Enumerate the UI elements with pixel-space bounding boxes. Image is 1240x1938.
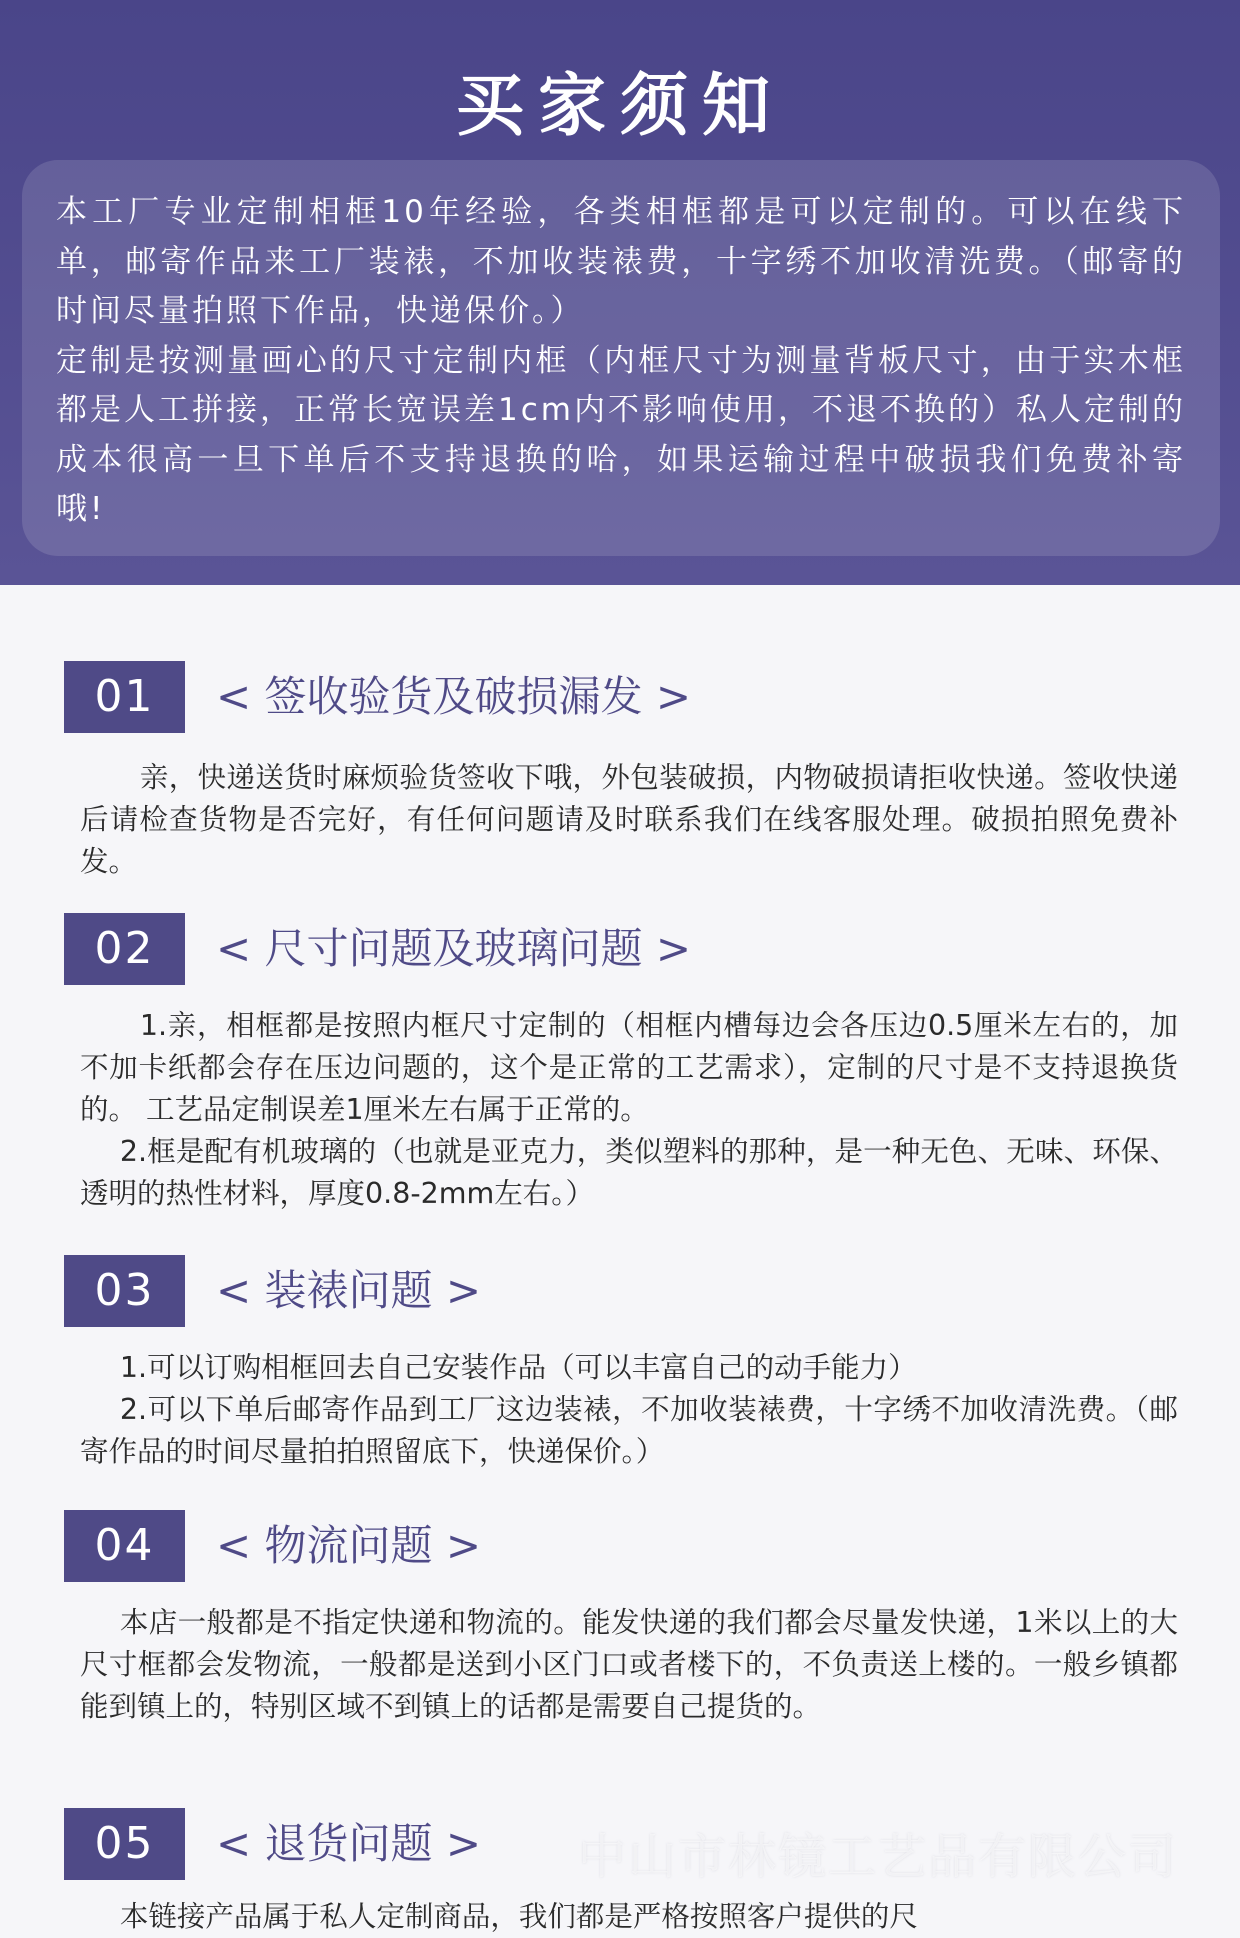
- notice-paragraph-2: 定制是按测量画心的尺寸定制内框（内框尺寸为测量背板尺寸，由于实木框都是人工拼接，正常长宽误差1cm内不影响使用，不退不换的）私人定制的成本很高一旦下单后不支持退换的哈，如果运输过程中破损我们免费补寄哦!: [56, 342, 1186, 527]
- section-paragraph: 本店一般都是不指定快递和物流的。能发快递的我们都会尽量发快递，1米以上的大尺寸框都会发物流，一般都是送到小区门口或者楼下的，不负责送上楼的。一般乡镇都能到镇上的，特别区域不到镇上的话都是需要自己提货的。: [80, 1606, 1178, 1723]
- section-title: < 退货问题 >: [216, 1819, 482, 1868]
- section-paragraph: 2.可以下单后邮寄作品到工厂这边装裱，不加收装裱费，十字绣不加收清洗费。（邮寄作品的时间尽量拍拍照留底下，快递保价。）: [80, 1393, 1178, 1468]
- section-body: [80, 1896, 1178, 1938]
- notice-paragraph-1: 本工厂专业定制相框10年经验，各类相框都是可以定制的。可以在线下单，邮寄作品来工厂装裱，不加收装裱费，十字绣不加收清洗费。（邮寄的时间尽量拍照下作品，快递保价。）: [56, 194, 1186, 329]
- section-title: < 尺寸问题及玻璃问题 >: [216, 924, 692, 973]
- company-watermark: 中山市林镜工艺品有限公司: [578, 1829, 1179, 1885]
- section-paragraph: 2.框是配有机玻璃的（也就是亚克力，类似塑料的那种，是一种无色、无味、环保、透明的热性材料，厚度0.8-2mm左右。）: [80, 1135, 1178, 1210]
- section-paragraph: 本链接产品属于私人定制商品，我们都是严格按照客户提供的尺: [119, 1900, 918, 1933]
- section-number-badge: 04: [64, 1510, 185, 1582]
- section-title: < 物流问题 >: [216, 1521, 482, 1570]
- section-body: [80, 1005, 1178, 1215]
- section-paragraph: 1.可以订购相框回去自己安装作品（可以丰富自己的动手能力）: [119, 1351, 917, 1384]
- section-title: < 签收验货及破损漏发 >: [216, 672, 692, 721]
- section-number-badge: 05: [64, 1808, 185, 1880]
- notice-box: [22, 160, 1220, 556]
- section-body: [80, 1347, 1178, 1473]
- page-title: 买家须知: [455, 67, 784, 146]
- section-title: < 装裱问题 >: [216, 1266, 482, 1315]
- section-paragraph: 亲，快递送货时麻烦验货签收下哦，外包装破损，内物破损请拒收快递。签收快递后请检查货物是否完好，有任何问题请及时联系我们在线客服处理。破损拍照免费补发。: [80, 761, 1178, 878]
- header-banner: [0, 0, 1240, 585]
- section-body: [80, 1602, 1178, 1728]
- section-paragraph: 1.亲，相框都是按照内框尺寸定制的（相框内槽每边会各压边0.5厘米左右的，加不加卡纸都会存在压边问题的，这个是正常的工艺需求），定制的尺寸是不支持退换货的。 工艺品定制误差1厘米左右属于正常的。: [80, 1009, 1178, 1126]
- section-number-badge: 03: [64, 1255, 185, 1327]
- section-body: [80, 757, 1178, 883]
- section-number-badge: 01: [64, 661, 185, 733]
- section-number-badge: 02: [64, 913, 185, 985]
